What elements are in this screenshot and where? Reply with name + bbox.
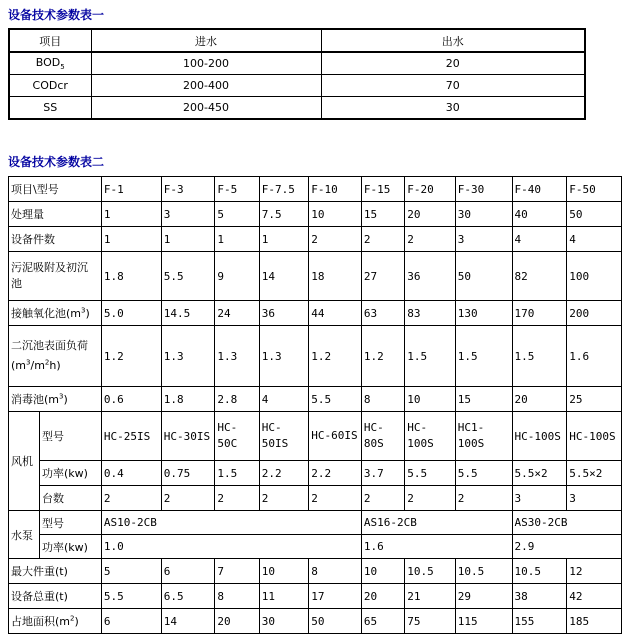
row-label (9, 559, 102, 584)
value-cell: 170 (512, 301, 567, 326)
value-cell: 15 (361, 202, 404, 227)
value-cell: 1 (215, 227, 259, 252)
value-cell: 8 (215, 584, 259, 609)
pump-power-row (9, 535, 622, 559)
table-row (9, 202, 622, 227)
value-cell: 5.5 (455, 461, 512, 486)
value-cell: 21 (405, 584, 456, 609)
table-row (9, 75, 585, 97)
value-cell: 0.75 (161, 461, 215, 486)
value-cell: 29 (455, 584, 512, 609)
value-cell: 100 (567, 252, 622, 301)
value-cell: 20 (405, 202, 456, 227)
value-cell: 1 (101, 227, 161, 252)
unit-label: $(m^3/m^2h)$ (11, 358, 61, 372)
table-row (9, 97, 585, 120)
value-cell: 1.5 (215, 461, 259, 486)
outflow-value: 30 (321, 97, 585, 120)
row-label-text: 消毒池 (11, 393, 44, 406)
value-cell: 82 (512, 252, 567, 301)
pump-model-row (9, 511, 622, 535)
unit-label: $(m^3)$ (44, 392, 68, 406)
value-cell: 10 (405, 387, 456, 412)
header-model: F-15 (361, 177, 404, 202)
row-label-text: 设备件数 (11, 233, 55, 246)
value-cell: 115 (455, 609, 512, 634)
value-cell: 10 (309, 202, 362, 227)
pump-model-label: 型号 (39, 511, 101, 535)
value-cell: 6 (161, 559, 215, 584)
outflow-value: 20 (321, 52, 585, 75)
header-model: F-40 (512, 177, 567, 202)
fan-count-label: 台数 (39, 486, 101, 511)
header-model: F-50 (567, 177, 622, 202)
fan-model-cell: HC-80S (361, 412, 404, 461)
value-cell: 185 (567, 609, 622, 634)
value-cell: 3 (161, 202, 215, 227)
value-cell: 10.5 (405, 559, 456, 584)
table-row (9, 301, 622, 326)
fan-model-row (9, 412, 622, 461)
value-cell: 15 (455, 387, 512, 412)
value-cell: 27 (361, 252, 404, 301)
value-cell: 42 (567, 584, 622, 609)
value-cell: 1.3 (161, 326, 215, 387)
row-label (9, 609, 102, 634)
table-header-row (9, 177, 622, 202)
header-model: F-3 (161, 177, 215, 202)
value-cell: 12 (567, 559, 622, 584)
value-cell: 1.3 (259, 326, 309, 387)
pump-model-cell: AS16-2CB (361, 511, 512, 535)
row-label (9, 301, 102, 326)
value-cell: 44 (309, 301, 362, 326)
row-label: $BOD_5$ (9, 52, 91, 75)
row-label: SS (9, 97, 91, 120)
value-cell: 155 (512, 609, 567, 634)
value-cell: 10.5 (455, 559, 512, 584)
fan-power-label: 功率(kw) (39, 461, 101, 486)
value-cell: 7 (215, 559, 259, 584)
value-cell: 130 (455, 301, 512, 326)
value-cell: 2.8 (215, 387, 259, 412)
pump-model-cell: AS10-2CB (101, 511, 361, 535)
header-model: F-10 (309, 177, 362, 202)
value-cell: 1.0 (101, 535, 361, 559)
value-cell: 2 (455, 486, 512, 511)
value-cell: 20 (215, 609, 259, 634)
fan-model-cell: HC-100S (512, 412, 567, 461)
value-cell: 14.5 (161, 301, 215, 326)
fan-power-row (9, 461, 622, 486)
value-cell: 5.5 (161, 252, 215, 301)
value-cell: 50 (567, 202, 622, 227)
row-label-text: 接触氧化池 (11, 307, 66, 320)
value-cell: 65 (361, 609, 404, 634)
row-label (9, 202, 102, 227)
value-cell: 1.6 (361, 535, 512, 559)
value-cell: 6.5 (161, 584, 215, 609)
table-row (9, 387, 622, 412)
value-cell: 2 (361, 486, 404, 511)
outflow-value: 70 (321, 75, 585, 97)
value-cell: 200 (567, 301, 622, 326)
row-label (9, 387, 102, 412)
value-cell: 1 (101, 202, 161, 227)
value-cell: 24 (215, 301, 259, 326)
value-cell: 30 (455, 202, 512, 227)
value-cell: 2.2 (259, 461, 309, 486)
row-label (9, 326, 102, 387)
row-label (9, 584, 102, 609)
row-label: CODcr (9, 75, 91, 97)
value-cell: 8 (361, 387, 404, 412)
row-label-text: 二沉池表面负荷 (11, 339, 88, 353)
value-cell: 1.5 (455, 326, 512, 387)
value-cell: 5 (215, 202, 259, 227)
pump-power-label: 功率(kw) (39, 535, 101, 559)
value-cell: 1.6 (567, 326, 622, 387)
parameter-table-1 (8, 28, 586, 120)
inflow-value: 200-400 (91, 75, 321, 97)
parameter-table-2 (8, 176, 622, 634)
header-inflow: 进水 (91, 29, 321, 52)
value-cell: 1.2 (361, 326, 404, 387)
header-item-model: 项目\型号 (9, 177, 102, 202)
value-cell: 3 (512, 486, 567, 511)
value-cell: 1 (259, 227, 309, 252)
header-model: F-1 (101, 177, 161, 202)
inflow-value: 100-200 (91, 52, 321, 75)
fan-model-label: 型号 (39, 412, 101, 461)
value-cell: 1.5 (512, 326, 567, 387)
value-cell: 1.2 (309, 326, 362, 387)
value-cell: 2 (101, 486, 161, 511)
value-cell: 2.9 (512, 535, 621, 559)
pump-model-cell: AS30-2CB (512, 511, 621, 535)
table-header-row (9, 29, 585, 52)
value-cell: 3 (567, 486, 622, 511)
value-cell: 1 (161, 227, 215, 252)
value-cell: 6 (101, 609, 161, 634)
value-cell: 2 (309, 227, 362, 252)
value-cell: 83 (405, 301, 456, 326)
row-label (9, 252, 102, 301)
value-cell: 18 (309, 252, 362, 301)
fan-model-cell: HC-50IS (259, 412, 309, 461)
header-model: F-20 (405, 177, 456, 202)
table1-title: 设备技术参数表一 (8, 8, 105, 22)
value-cell: 38 (512, 584, 567, 609)
header-item: 项目 (9, 29, 91, 52)
fan-model-cell: HC-50C (215, 412, 259, 461)
table2-title: 设备技术参数表二 (8, 155, 105, 169)
value-cell: 11 (259, 584, 309, 609)
value-cell: 5.5×2 (512, 461, 567, 486)
value-cell: 5.5 (405, 461, 456, 486)
fan-count-row (9, 486, 622, 511)
table-row (9, 559, 622, 584)
value-cell: 30 (259, 609, 309, 634)
value-cell: 5.5 (309, 387, 362, 412)
table-row (9, 252, 622, 301)
value-cell: 1.8 (101, 252, 161, 301)
value-cell: 75 (405, 609, 456, 634)
value-cell: 2 (361, 227, 404, 252)
value-cell: 14 (259, 252, 309, 301)
value-cell: 40 (512, 202, 567, 227)
pump-label: 水泵 (9, 511, 40, 559)
value-cell: 2 (259, 486, 309, 511)
fan-label: 风机 (9, 412, 40, 511)
value-cell: 7.5 (259, 202, 309, 227)
value-cell: 9 (215, 252, 259, 301)
value-cell: 2 (405, 227, 456, 252)
value-cell: 1.5 (405, 326, 456, 387)
value-cell: 10 (361, 559, 404, 584)
value-cell: 3 (455, 227, 512, 252)
value-cell: 20 (512, 387, 567, 412)
value-cell: 1.3 (215, 326, 259, 387)
value-cell: 36 (259, 301, 309, 326)
value-cell: 17 (309, 584, 362, 609)
value-cell: 1.8 (161, 387, 215, 412)
value-cell: 8 (309, 559, 362, 584)
value-cell: 0.6 (101, 387, 161, 412)
unit-label: $(m^3)$ (66, 306, 90, 320)
unit-label: $(m^2)$ (55, 614, 79, 628)
value-cell: 20 (361, 584, 404, 609)
fan-model-cell: HC1-100S (455, 412, 512, 461)
value-cell: 2 (405, 486, 456, 511)
header-model: F-7.5 (259, 177, 309, 202)
value-cell: 3.7 (361, 461, 404, 486)
row-label-text: 最大件重(t) (11, 565, 68, 578)
value-cell: 4 (259, 387, 309, 412)
value-cell: 4 (512, 227, 567, 252)
value-cell: 4 (567, 227, 622, 252)
fan-model-cell: HC-25IS (101, 412, 161, 461)
row-label-text: 污泥吸附及初沉池 (11, 261, 88, 290)
value-cell: 50 (455, 252, 512, 301)
inflow-value: 200-450 (91, 97, 321, 120)
table-row (9, 227, 622, 252)
value-cell: 5 (101, 559, 161, 584)
value-cell: 10.5 (512, 559, 567, 584)
value-cell: 0.4 (101, 461, 161, 486)
table-row (9, 326, 622, 387)
value-cell: 2 (309, 486, 362, 511)
table-row (9, 609, 622, 634)
row-label-text: 处理量 (11, 208, 44, 221)
value-cell: 14 (161, 609, 215, 634)
header-model: F-30 (455, 177, 512, 202)
fan-model-cell: HC-30IS (161, 412, 215, 461)
value-cell: 5.5 (101, 584, 161, 609)
value-cell: 63 (361, 301, 404, 326)
value-cell: 2 (215, 486, 259, 511)
value-cell: 2.2 (309, 461, 362, 486)
fan-model-cell: HC-100S (405, 412, 456, 461)
value-cell: 1.2 (101, 326, 161, 387)
value-cell: 10 (259, 559, 309, 584)
row-label (9, 227, 102, 252)
value-cell: 50 (309, 609, 362, 634)
row-label-text: 占地面积 (11, 615, 55, 628)
row-label-text: 设备总重(t) (11, 590, 68, 603)
header-outflow: 出水 (321, 29, 585, 52)
header-model: F-5 (215, 177, 259, 202)
value-cell: 2 (161, 486, 215, 511)
fan-model-cell: HC-100S (567, 412, 622, 461)
table-row (9, 584, 622, 609)
value-cell: 5.5×2 (567, 461, 622, 486)
value-cell: 5.0 (101, 301, 161, 326)
value-cell: 36 (405, 252, 456, 301)
fan-model-cell: HC-60IS (309, 412, 362, 461)
value-cell: 25 (567, 387, 622, 412)
table-row (9, 52, 585, 75)
